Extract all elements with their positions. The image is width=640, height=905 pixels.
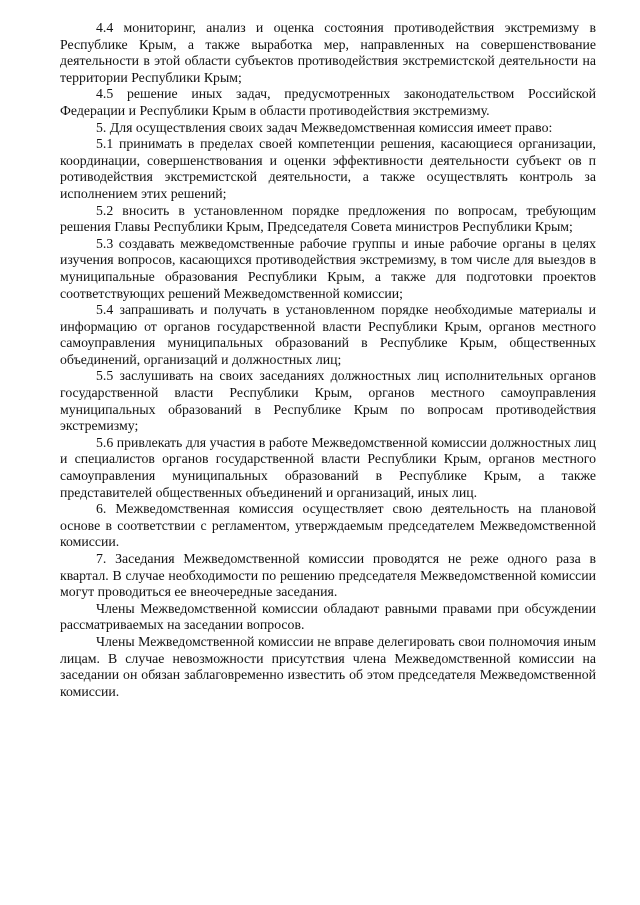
paragraph-5: 5. Для осуществления своих задач Межведомственная комиссия имеет право: [96,119,553,135]
paragraph-5-3: 5.3 создавать межведомственные рабочие группы и иные рабочие органы в целях изучения вопросов, касающихся противодействия экстремизму, в том числе для выездов в муниципальные образования Республики Крым, а также для подготовки проектов соответствующих решений Межведомственной комиссии; [60,235,596,301]
paragraph-6: 6. Межведомственная комиссия осуществляет свою деятельность на плановой основе в соответствии с регламентом, утверждаемым председателем Межведомственной комиссии. [60,501,596,550]
paragraph-5-6: 5.6 привлекать для участия в работе Межведомственной комиссии должностных лиц и специалистов органов государственной власти Республики Крым, органов местного самоуправления муниципальных образований в Республике Крым, а также представителей общественных объединений и организаций, иных лиц. [60,434,596,500]
paragraph-5-5: 5.5 заслушивать на своих заседаниях должностных лиц исполнительных органов государственной власти Республики Крым, органов местного самоуправления муниципальных образований в Республике Крым по вопросам противодействия экстремизму; [60,368,596,434]
document-page [60,20,596,700]
paragraph-5-2: 5.2 вносить в установленном порядке предложения по вопросам, требующим решения Главы Республики Крым, Председателя Совета министров Республики Крым; [60,202,596,235]
paragraph-5-4: 5.4 запрашивать и получать в установленном порядке необходимые материалы и информацию от органов государственной власти Республики Крым, органов местного самоуправления муниципальных образований в Республике Крым, общественных объединений, организаций и должностных лиц; [60,302,596,367]
paragraph-4-4: 4.4 мониторинг, анализ и оценка состояния противодействия экстремизму в Республике Крым, а также выработка мер, направленных на совершенствование деятельности в этой области субъектов противодействия экстремистской деятельности на территории Республики Крым; [60,20,596,85]
paragraph-5-1: 5.1 принимать в пределах своей компетенции решения, касающиеся организации, координации, совершенствования и оценки эффективности деятельности субъект ов п ротиводействия экстремистской деятельности, а также осуществлять контроль за исполнением этих решений; [60,136,596,201]
paragraph-members-rights: Члены Межведомственной комиссии обладают равными правами при обсуждении рассматриваемых на заседании вопросов. [60,600,596,633]
paragraph-7: 7. Заседания Межведомственной комиссии проводятся не реже одного раза в квартал. В случае необходимости по решению председателя Межведомственной комиссии могут проводиться ее внеочередные заседания. [60,551,596,600]
paragraph-members-delegation: Члены Межведомственной комиссии не вправе делегировать свои полномочия иным лицам. В случае невозможности присутствия члена Межведомственной комиссии на заседании он обязан заблаговременно известить об этом председателя Межведомственной комиссии. [60,633,596,699]
paragraph-4-5: 4.5 решение иных задач, предусмотренных законодательством Российской Федерации и Республики Крым в области противодействия экстремизму. [60,86,596,118]
